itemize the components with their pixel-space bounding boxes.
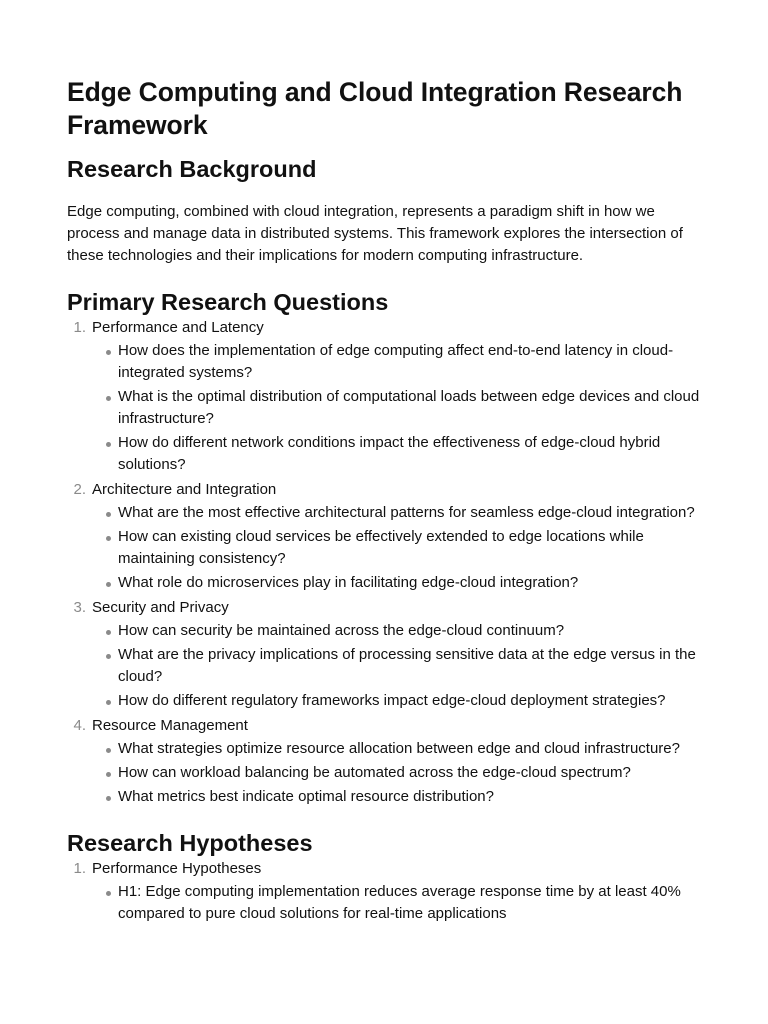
question-section	[67, 597, 702, 712]
section-title: Resource Management	[92, 717, 248, 734]
question-text: What metrics best indicate optimal resource distribution?	[118, 788, 494, 805]
question-sub-list	[67, 340, 702, 476]
question-item	[118, 572, 702, 594]
hypothesis-item	[118, 881, 702, 925]
question-section	[67, 479, 702, 594]
question-item	[118, 502, 702, 524]
section-number: 1.	[73, 319, 86, 336]
background-heading: Research Background	[67, 156, 317, 182]
section-number: 3.	[73, 599, 86, 616]
section-number: 2.	[73, 481, 86, 498]
question-item	[118, 644, 702, 688]
section-title: Architecture and Integration	[92, 481, 277, 498]
question-item	[118, 526, 702, 570]
question-section	[67, 317, 702, 476]
question-item	[118, 690, 702, 712]
question-text: How can security be maintained across the edge-cloud continuum?	[118, 622, 565, 639]
bullet-icon	[103, 340, 113, 362]
section-number: 1.	[73, 860, 86, 877]
question-item	[118, 340, 702, 384]
question-item	[118, 620, 702, 642]
question-item	[118, 386, 702, 430]
hypotheses-list	[67, 858, 702, 925]
question-sub-list	[67, 738, 702, 808]
hypothesis-sub-list	[67, 881, 702, 925]
background-paragraph: Edge computing, combined with cloud integration, represents a paradigm shift in how we process and manage data in distributed systems. This framework explores the intersection of these technologies and their implications for modern computing infrastructure.	[67, 203, 683, 264]
section-title: Performance Hypotheses	[92, 860, 262, 877]
bullet-icon	[103, 432, 113, 454]
question-sub-list	[67, 620, 702, 712]
bullet-icon	[103, 762, 113, 784]
question-text: How do different regulatory frameworks impact edge-cloud deployment strategies?	[118, 692, 666, 709]
bullet-icon	[103, 572, 113, 594]
question-text: What role do microservices play in facilitating edge-cloud integration?	[118, 574, 579, 591]
document-title: Edge Computing and Cloud Integration Research Framework	[67, 77, 683, 140]
question-text: What are the privacy implications of processing sensitive data at the edge versus in the cloud?	[118, 646, 696, 685]
question-text: How do different network conditions impact the effectiveness of edge-cloud hybrid solutions?	[118, 434, 661, 473]
question-text: How does the implementation of edge computing affect end-to-end latency in cloud-integrated systems?	[118, 342, 674, 381]
question-sub-list	[67, 502, 702, 594]
bullet-icon	[103, 526, 113, 548]
section-number: 4.	[73, 717, 86, 734]
hypothesis-section	[67, 858, 702, 925]
bullet-icon	[103, 786, 113, 808]
question-item	[118, 738, 702, 760]
bullet-icon	[103, 738, 113, 760]
question-item	[118, 432, 702, 476]
bullet-icon	[103, 620, 113, 642]
question-item	[118, 762, 702, 784]
questions-list	[67, 317, 702, 808]
section-title: Performance and Latency	[92, 319, 264, 336]
hypotheses-heading: Research Hypotheses	[67, 830, 313, 856]
bullet-icon	[103, 690, 113, 712]
question-section	[67, 715, 702, 808]
bullet-icon	[103, 644, 113, 666]
question-text: How can workload balancing be automated across the edge-cloud spectrum?	[118, 764, 631, 781]
question-item	[118, 786, 702, 808]
bullet-icon	[103, 502, 113, 524]
questions-heading: Primary Research Questions	[67, 289, 389, 315]
hypothesis-text: H1: Edge computing implementation reduces average response time by at least 40% compared to pure cloud solutions for real-time applications	[118, 883, 681, 922]
question-text: What are the most effective architectural patterns for seamless edge-cloud integration?	[118, 504, 695, 521]
bullet-icon	[103, 881, 113, 903]
section-title: Security and Privacy	[92, 599, 229, 616]
bullet-icon	[103, 386, 113, 408]
question-text: What strategies optimize resource allocation between edge and cloud infrastructure?	[118, 740, 680, 757]
question-text: What is the optimal distribution of computational loads between edge devices and cloud infrastructure?	[118, 388, 700, 427]
question-text: How can existing cloud services be effectively extended to edge locations while maintaining consistency?	[118, 528, 644, 567]
